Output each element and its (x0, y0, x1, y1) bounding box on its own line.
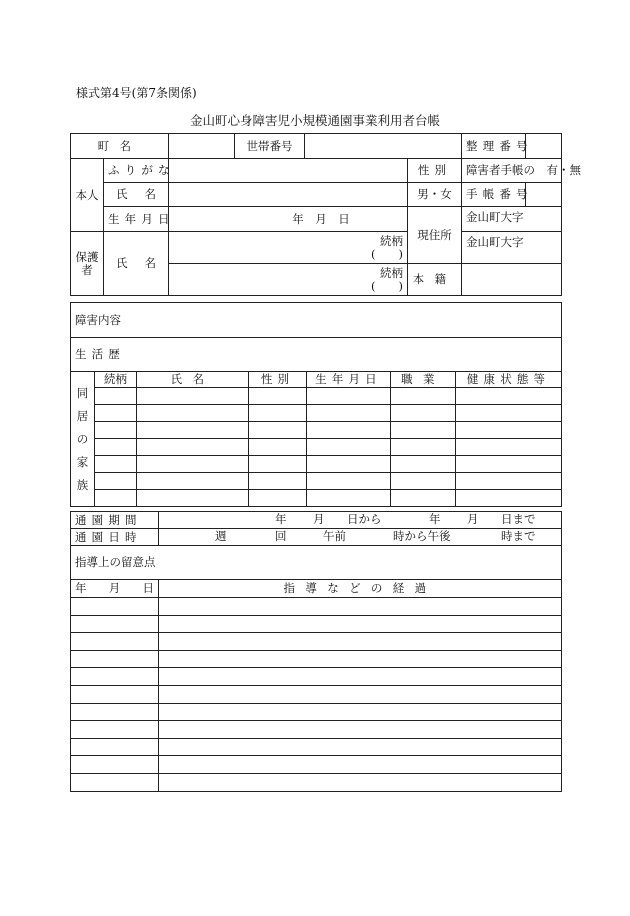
progress-table (70, 511, 562, 792)
table-row[interactable] (71, 490, 562, 507)
guardian-relation-1[interactable]: 続柄 ( ) (169, 232, 408, 264)
family-col-relation: 続柄 (95, 372, 137, 388)
table-row[interactable] (71, 633, 562, 651)
family-col-health: 健康状態等 (456, 372, 562, 388)
furigana-label: ふりがな (104, 159, 169, 183)
family-table (70, 302, 562, 507)
registration-table (70, 133, 582, 296)
guardian-name-label: 氏 名 (104, 232, 169, 296)
person-name-field[interactable] (169, 183, 408, 207)
table-row[interactable] (71, 439, 562, 456)
table-row[interactable] (71, 388, 562, 405)
table-row[interactable] (71, 773, 562, 791)
family-col-sex: 性別 (249, 372, 307, 388)
guardian-relation-2[interactable]: 続柄 ( ) (169, 264, 408, 296)
town-name-field[interactable] (169, 134, 235, 159)
address-field-1[interactable]: 金山町大字 (462, 207, 562, 232)
table-row[interactable] (71, 703, 562, 721)
guardian-section-label: 保護者 (71, 232, 104, 296)
dob-field[interactable]: 年 月 日 (169, 207, 408, 232)
table-row[interactable] (71, 668, 562, 686)
disability-field[interactable]: 障害内容 (71, 303, 562, 338)
table-row[interactable] (71, 598, 562, 616)
attendance-period-field[interactable]: 年 月 日から 年 月 日まで (159, 512, 562, 529)
attendance-schedule-label: 通園日時 (71, 529, 159, 546)
dob-label: 生年月日 (104, 207, 169, 232)
progress-date-header: 年 月 日 (71, 580, 159, 598)
family-section-label: 同居の家族 (71, 372, 95, 507)
address-label: 現住所 (408, 207, 462, 264)
person-name-label: 氏 名 (104, 183, 169, 207)
table-row[interactable] (71, 721, 562, 739)
table-row[interactable] (71, 473, 562, 490)
handbook-options: 有・無 (546, 163, 582, 178)
table-row[interactable] (71, 685, 562, 703)
sex-options[interactable]: 男・女 (408, 183, 462, 207)
family-col-dob: 生年月日 (307, 372, 391, 388)
guidance-notes-field[interactable]: 指導上の留意点 (71, 546, 562, 580)
domicile-label: 本籍 (408, 264, 462, 296)
handbook-field[interactable]: 障害者手帳の 有・無 (462, 159, 562, 183)
table-row[interactable] (71, 756, 562, 774)
sex-label: 性別 (408, 159, 462, 183)
family-col-occupation: 職業 (391, 372, 456, 388)
table-row[interactable] (71, 615, 562, 633)
furigana-field[interactable] (169, 159, 408, 183)
household-no-field[interactable] (305, 134, 462, 159)
table-row[interactable] (71, 456, 562, 473)
table-row[interactable] (71, 738, 562, 756)
table-row[interactable] (71, 405, 562, 422)
town-name-label: 町名 (71, 134, 169, 159)
family-col-name: 氏名 (137, 372, 249, 388)
attendance-period-label: 通園期間 (71, 512, 159, 529)
form-title: 金山町心身障害児小規模通園事業利用者台帳 (189, 113, 440, 128)
address-field-2[interactable]: 金山町大字 (462, 232, 562, 264)
domicile-field[interactable] (462, 264, 562, 296)
form-number-label: 様式第4号(第7条関係) (76, 86, 197, 100)
handbook-no-label: 手帳番号 (462, 183, 526, 207)
file-no-label: 整理番号 (462, 134, 526, 159)
table-row[interactable] (71, 650, 562, 668)
household-no-label: 世帯番号 (235, 134, 305, 159)
progress-content-header: 指導などの経過 (159, 580, 562, 598)
table-row[interactable] (71, 422, 562, 439)
person-section-label: 本人 (71, 159, 104, 232)
attendance-schedule-field[interactable]: 週 回 午前 時から午後 時まで (159, 529, 562, 546)
life-history-field[interactable]: 生活歴 (71, 338, 562, 372)
